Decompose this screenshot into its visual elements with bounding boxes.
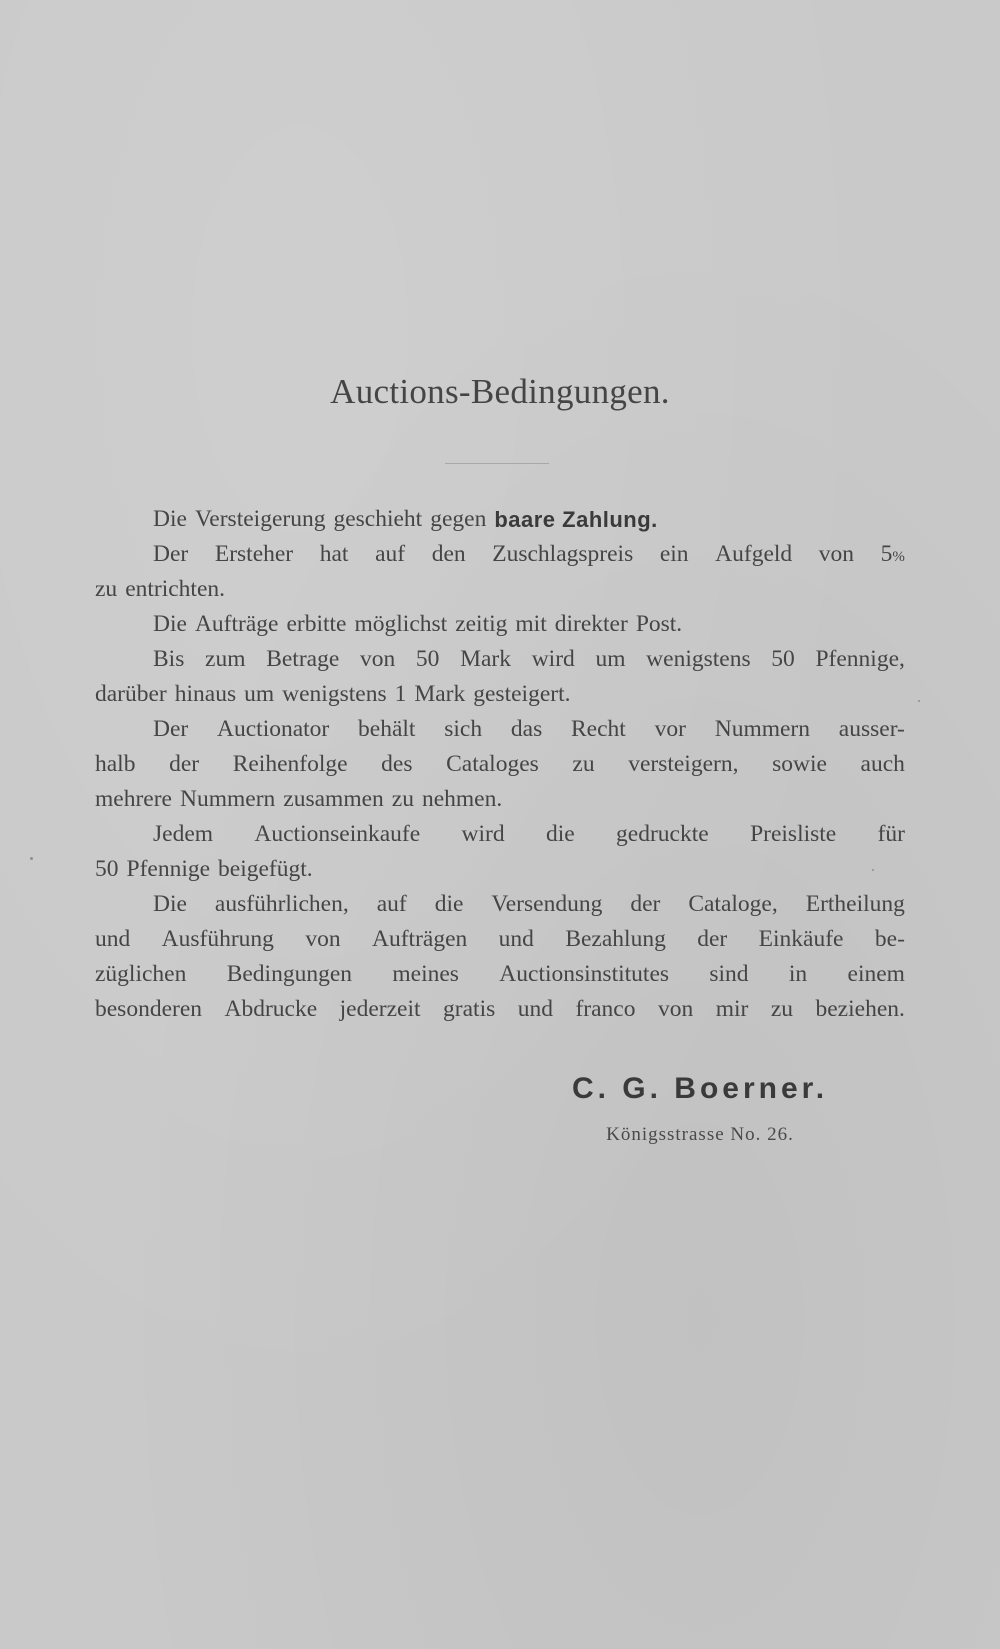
- page-title: Auctions-Bedingungen.: [330, 372, 670, 411]
- paragraph-2-line-1: Der Ersteher hat auf den Zuschlagspreis ein Aufgeld von 5%: [95, 537, 905, 572]
- bold-emphasis: baare Zahlung.: [494, 507, 658, 532]
- paragraph-5-line-3: mehrere Nummern zusammen zu nehmen.: [95, 786, 503, 812]
- paragraph-2-line-2: zu entrichten.: [95, 576, 226, 602]
- signature-address: Königsstrasse No. 26.: [606, 1124, 794, 1145]
- paragraph-4-line-1: Bis zum Betrage von 50 Mark wird um wenigstens 50 Pfennige,: [153, 646, 905, 672]
- paragraph-6-line-1: Jedem Auctionseinkaufe wird die gedruckte Preisliste für: [153, 821, 905, 847]
- paragraph-7-line-4: besonderen Abdrucke jederzeit gratis und franco von mir zu beziehen.: [95, 996, 905, 1022]
- paragraph-6-line-2: 50 Pfennige beigefügt.: [95, 856, 313, 882]
- paragraph-4-line-2: darüber hinaus um wenigstens 1 Mark gesteigert.: [95, 681, 571, 707]
- paragraph-7-line-2: und Ausführung von Aufträgen und Bezahlung der Einkäufe be-: [95, 926, 905, 952]
- signature-name: C. G. Boerner.: [571, 1072, 829, 1105]
- paragraph-1-line-1: Die Versteigerung geschieht gegen baare Zahlung.: [95, 502, 905, 537]
- paragraph-5-line-1: Der Auctionator behält sich das Recht vor Nummern ausser-: [153, 716, 905, 742]
- print-speck: [872, 869, 874, 871]
- print-speck: [918, 700, 920, 702]
- paragraph-5-line-2: halb der Reihenfolge des Cataloges zu versteigern, sowie auch: [95, 751, 905, 777]
- title-divider: [445, 463, 549, 464]
- conditions-text: [95, 502, 905, 1027]
- paragraph-7-line-1: Die ausführlichen, auf die Versendung der Cataloge, Ertheilung: [153, 891, 905, 917]
- print-speck: [30, 857, 33, 860]
- percentage-value: 5%: [880, 541, 905, 567]
- paragraph-3-line-1: Die Aufträge erbitte möglichst zeitig mit direkter Post.: [153, 611, 683, 637]
- paragraph-7-line-3: züglichen Bedingungen meines Auctionsinstitutes sind in einem: [95, 961, 905, 987]
